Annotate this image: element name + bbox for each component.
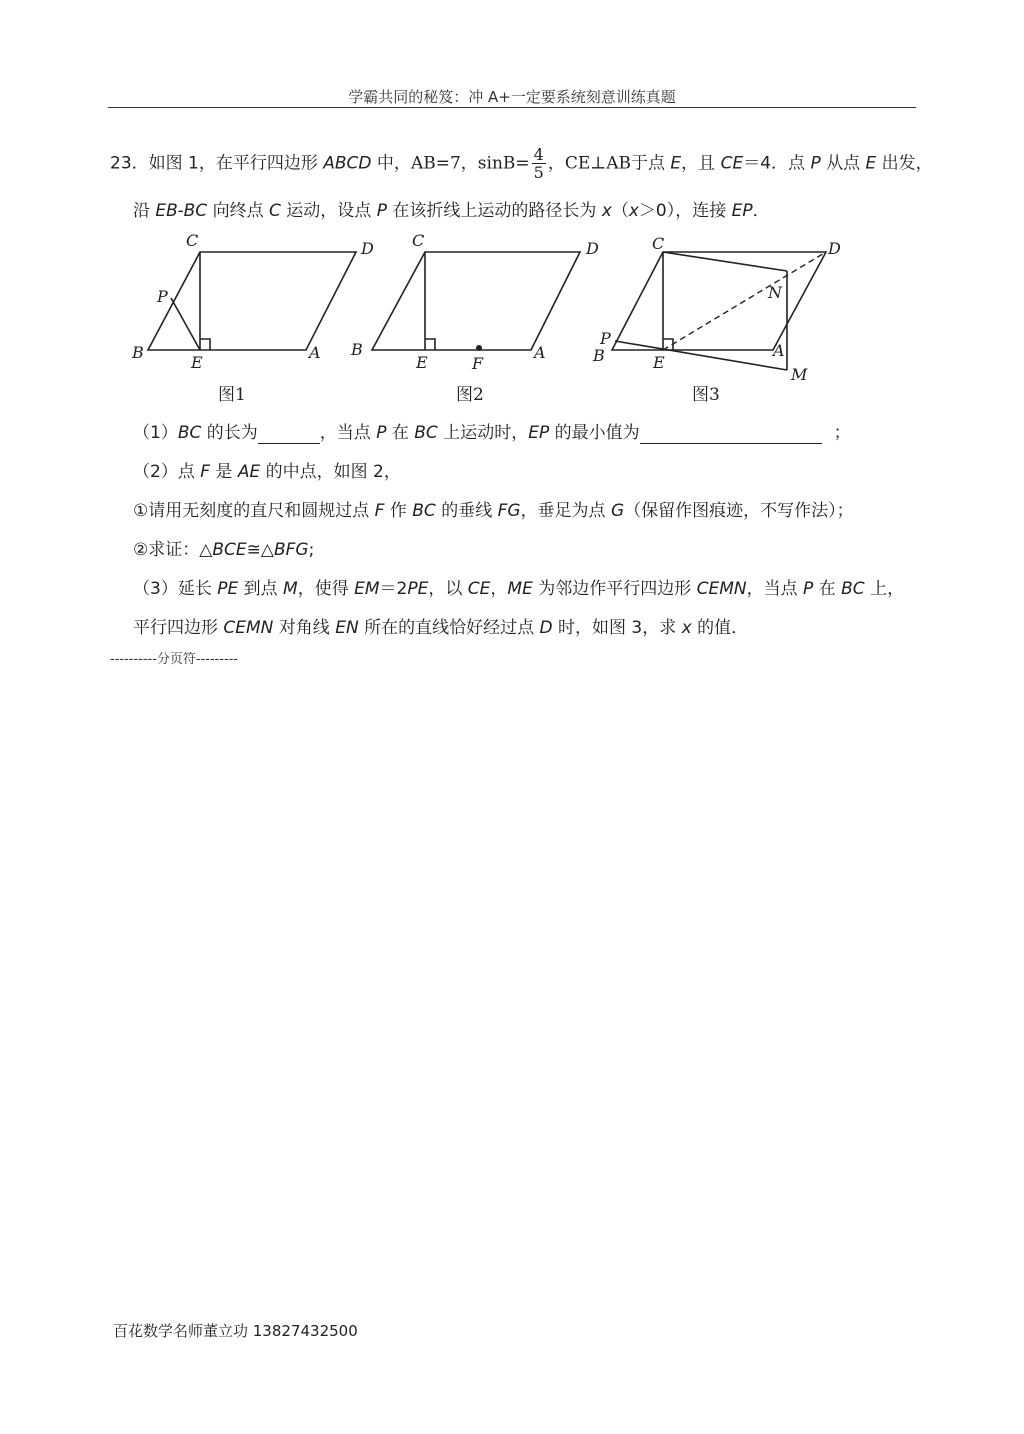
parallelogram-abcd (148, 252, 356, 350)
segment-pe (171, 298, 200, 350)
figure-2 (345, 228, 610, 378)
label-a: A (773, 341, 785, 360)
figure-1 (120, 228, 380, 378)
answer-blank-bc[interactable] (258, 423, 320, 444)
label-d: D (828, 239, 841, 258)
header-divider (108, 107, 916, 108)
right-angle-mark (425, 339, 435, 350)
label-m: M (791, 365, 808, 384)
answer-blank-ep-min[interactable] (640, 423, 822, 444)
segment-pm (615, 341, 787, 370)
parallelogram-abcd (612, 252, 826, 350)
label-c: C (186, 231, 199, 250)
problem-number: 23． (110, 153, 149, 174)
label-a: A (309, 343, 321, 362)
problem-line-2: 沿 EB-BC 向终点 C 运动，设点 P 在该折线上运动的路径长为 x（x＞0），连接 EP． (133, 201, 770, 221)
footer-credit: 百花数学名师董立功 13827432500 (113, 1322, 358, 1340)
question-3: （3）延长 PE 到点 M，使得 EM＝2PE，以 CE，ME 为邻边作平行四边形 CEMN，当点 P 在 BC 上， (133, 579, 905, 599)
right-angle-mark (200, 339, 210, 350)
label-b: B (132, 343, 144, 362)
label-d: D (586, 239, 599, 258)
page-header: 学霸共同的秘笈：冲 A+一定要系统刻意训练真题 (348, 88, 676, 106)
figure-1-caption: 图1 (218, 385, 246, 405)
fraction-4-5: $\frac{4}{5}$ (533, 145, 544, 182)
label-b: B (351, 340, 363, 359)
figure-3 (585, 228, 845, 388)
label-b: B (593, 346, 605, 365)
label-e: E (416, 353, 428, 372)
segment-cn (663, 252, 787, 271)
figure-2-caption: 图2 (456, 385, 484, 405)
label-e: E (191, 353, 203, 372)
point-f (476, 345, 482, 351)
question-1: （1）BC 的长为 ，当点 P 在 BC 上运动时，EP 的最小值为 ； (133, 423, 851, 443)
question-2-part-2: ②求证：△BCE≅△BFG; (133, 540, 315, 560)
label-f: F (472, 354, 484, 373)
question-2-part-1: ①请用无刻度的直尺和圆规过点 F 作 BC 的垂线 FG，垂足为点 G（保留作图痕迹，不写作法）； (133, 501, 854, 521)
label-c: C (412, 231, 425, 250)
label-n: N (768, 283, 782, 302)
label-c: C (652, 234, 665, 253)
figure-3-caption: 图3 (692, 385, 720, 405)
question-2: （2）点 F 是 AE 的中点，如图 2， (133, 462, 401, 482)
parallelogram-abcd (372, 252, 580, 350)
label-a: A (534, 343, 546, 362)
label-p: P (157, 287, 168, 306)
problem-line-1: 23．如图 1，在平行四边形 ABCD 中，AB=7，sinB= $\frac{4}{5}$ ，CE⊥AB于点 E，且 CE＝4．点 P 从点 E 出发， (110, 145, 933, 182)
label-p: P (600, 329, 611, 348)
diagonal-en-extended (663, 252, 826, 350)
label-e: E (653, 353, 665, 372)
question-3-line-2: 平行四边形 CEMN 对角线 EN 所在的直线恰好经过点 D 时，如图 3，求 x 的值． (133, 618, 749, 638)
label-d: D (361, 239, 374, 258)
page-break-marker: ----------分页符--------- (110, 652, 239, 667)
